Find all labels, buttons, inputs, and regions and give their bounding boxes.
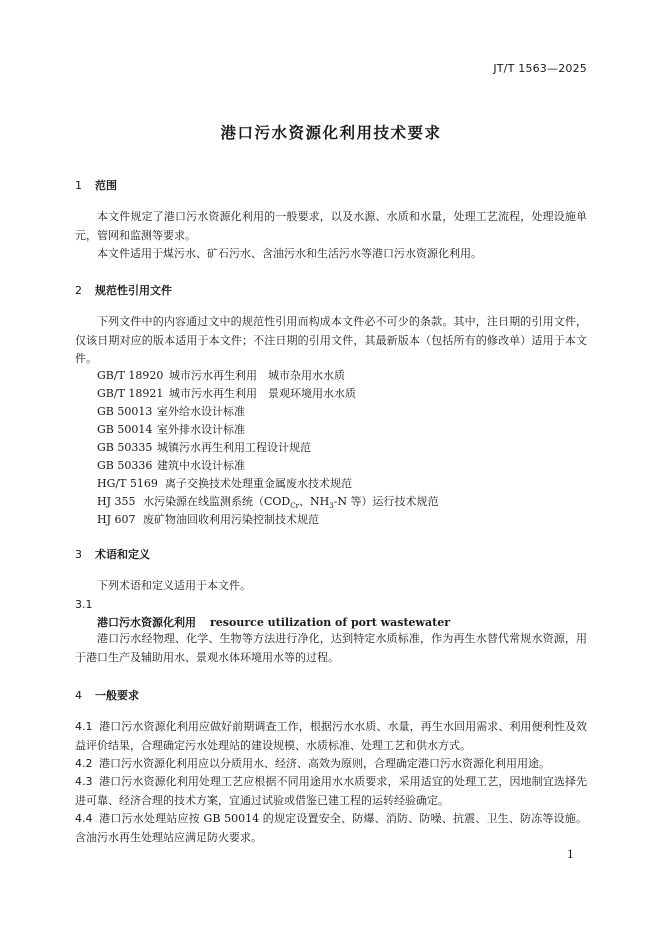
reference-title: 室外给水设计标准 bbox=[157, 405, 245, 418]
section-title: 范围 bbox=[95, 179, 117, 192]
clause-number: 4.4 bbox=[75, 812, 93, 825]
section-3-paragraph-1: 下列术语和定义适用于本文件。 bbox=[97, 579, 251, 592]
section-2-paragraph-1: 下列文件中的内容通过文中的规范性引用而构成本文件必不可少的条款。其中，注日期的引用文件，仅该日期对应的版本适用于本文件；不注日期的引用文件，其最新版本（包括所有的修改单）适用于本文件。 bbox=[75, 315, 587, 365]
clause-paragraph bbox=[75, 773, 587, 810]
clause-number: 4.2 bbox=[75, 757, 93, 770]
reference-item bbox=[97, 403, 245, 421]
reference-title: 城市污水再生利用 景观环境用水水质 bbox=[169, 387, 356, 400]
document-title: 港口污水资源化利用技术要求 bbox=[220, 124, 442, 142]
section-3-heading bbox=[75, 546, 150, 562]
section-number: 2 bbox=[75, 284, 82, 297]
clause-paragraph bbox=[75, 718, 587, 755]
reference-title: 室外排水设计标准 bbox=[157, 423, 245, 436]
reference-code: HG/T 5169 bbox=[97, 477, 158, 490]
reference-item bbox=[97, 439, 311, 457]
reference-item bbox=[97, 367, 345, 385]
term-definition: 港口污水经物理、化学、生物等方法进行净化，达到特定水质标准，作为再生水替代常规水资源，用于港口生产及辅助用水、景观水体环境用水等的过程。 bbox=[75, 632, 587, 664]
clause-number: 4.3 bbox=[75, 775, 93, 788]
term-english: resource utilization of port wastewater bbox=[210, 616, 451, 629]
section-title: 规范性引用文件 bbox=[95, 284, 172, 297]
page-number: 1 bbox=[567, 848, 574, 861]
clause-paragraph bbox=[75, 810, 587, 847]
reference-title: 离子交换技术处理重金属废水技术规范 bbox=[165, 477, 352, 490]
reference-code: GB 50336 bbox=[97, 459, 153, 472]
reference-item bbox=[97, 385, 356, 403]
section-number: 1 bbox=[75, 179, 82, 192]
document-code: JT/T 1563—2025 bbox=[493, 62, 587, 75]
reference-title: 城市污水再生利用 城市杂用水水质 bbox=[169, 369, 345, 382]
reference-title: 废矿物油回收利用污染控制技术规范 bbox=[143, 513, 319, 526]
reference-item bbox=[97, 511, 319, 529]
reference-title: 水污染源在线监测系统（$COD_{Cr}$、$NH_3-N$ 等）运行技术规范 bbox=[143, 495, 439, 511]
reference-code: HJ 355 bbox=[97, 495, 136, 508]
section-number: 3 bbox=[75, 548, 82, 561]
reference-code: GB 50335 bbox=[97, 441, 153, 454]
reference-code: GB/T 18921 bbox=[97, 387, 164, 400]
reference-title: 建筑中水设计标准 bbox=[157, 459, 245, 472]
term-entry bbox=[97, 614, 450, 630]
reference-code: GB 50013 bbox=[97, 405, 153, 418]
reference-code: GB/T 18920 bbox=[97, 369, 164, 382]
section-1-paragraph-1: 本文件规定了港口污水资源化利用的一般要求，以及水源、水质和水量，处理工艺流程，处理设施单元，管网和监测等要求。 bbox=[75, 210, 587, 242]
reference-code: HJ 607 bbox=[97, 513, 136, 526]
reference-title: 城镇污水再生利用工程设计规范 bbox=[157, 441, 311, 454]
clause-paragraph bbox=[75, 755, 587, 774]
section-1-heading bbox=[75, 177, 117, 193]
clause-text: 港口污水资源化利用应以分质用水、经济、高效为原则，合理确定港口污水资源化利用用途。 bbox=[99, 757, 550, 770]
reference-code: GB 50014 bbox=[97, 423, 153, 436]
section-4-heading bbox=[75, 687, 139, 703]
clause-text: 港口污水资源化利用应做好前期调查工作，根据污水水质、水量，再生水回用需求、利用便利性及效益评价结果，合理确定污水处理站的建设规模、水质标准、处理工艺和供水方式。 bbox=[75, 720, 587, 752]
section-title: 术语和定义 bbox=[95, 548, 150, 561]
clause-text: 港口污水处理站应按 GB 50014 的规定设置安全、防爆、消防、防噪、抗震、卫生、防冻等设施。含油污水再生处理站应满足防火要求。 bbox=[75, 812, 587, 844]
clause-number: 3.1 bbox=[75, 598, 93, 611]
clause-text: 港口污水资源化利用处理工艺应根据不同用途用水水质要求，采用适宜的处理工艺，因地制宜选择先进可靠、经济合理的技术方案，宜通过试验或借鉴已建工程的运转经验确定。 bbox=[75, 775, 587, 807]
reference-item bbox=[97, 421, 245, 439]
clause-number: 4.1 bbox=[75, 720, 93, 733]
section-title: 一般要求 bbox=[95, 689, 139, 702]
reference-item bbox=[97, 475, 352, 493]
reference-item bbox=[97, 457, 245, 475]
section-1-paragraph-2: 本文件适用于煤污水、矿石污水、含油污水和生活污水等港口污水资源化利用。 bbox=[97, 247, 482, 260]
section-2-heading bbox=[75, 282, 172, 298]
section-number: 4 bbox=[75, 689, 82, 702]
term-chinese: 港口污水资源化利用 bbox=[97, 616, 196, 629]
